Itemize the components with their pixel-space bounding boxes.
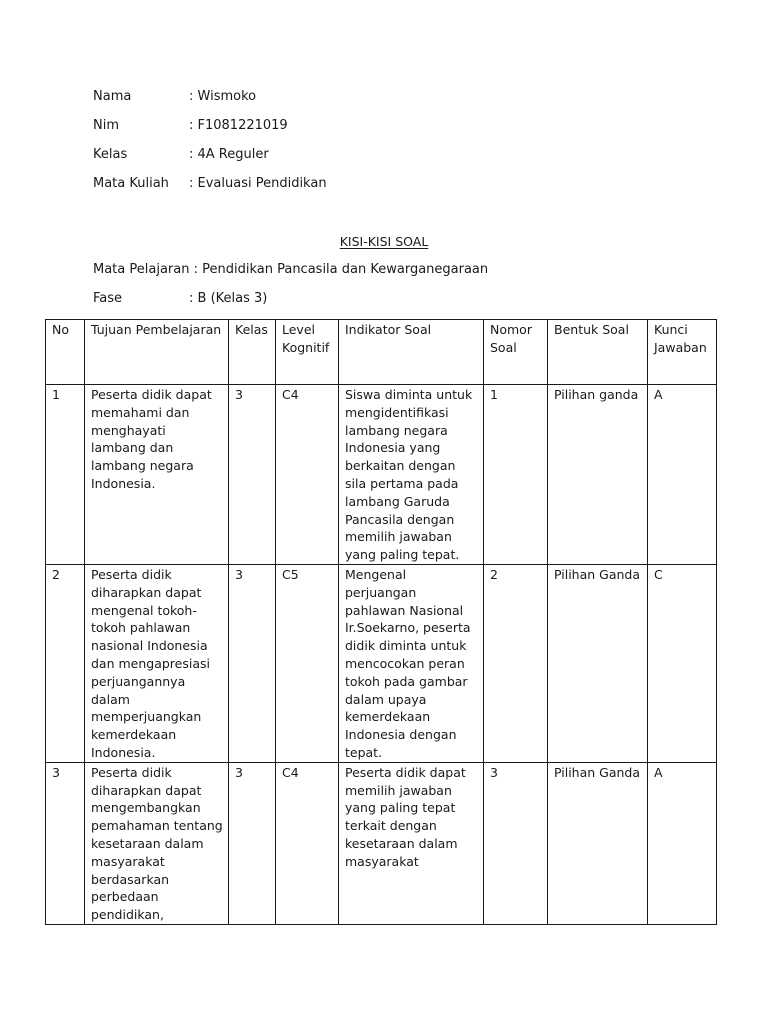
cell-no: 1 (46, 385, 85, 565)
cell-learning-objective: Peserta didik diharapkan dapat mengenal tokoh-tokoh pahlawan nasional Indonesia dan mengapresiasi perjuangannya dalam memperjuangkan kemerdekaan Indonesia. (85, 564, 229, 762)
student-nim-label: Nim (93, 118, 119, 133)
student-nim-row (93, 118, 288, 134)
question-grid-table (45, 319, 717, 925)
phase-row (93, 291, 267, 307)
cell-learning-objective: Peserta didik dapat memahami dan menghayati lambang dan lambang negara Indonesia. (85, 385, 229, 565)
table-row (46, 564, 717, 762)
subject-label: Mata Pelajaran (93, 262, 190, 277)
cell-learning-objective: Peserta didik diharapkan dapat mengembangkan pemahaman tentang kesetaraan dalam masyarakat berdasarkan perbedaan pendidikan, (85, 762, 229, 924)
cell-question-number: 3 (484, 762, 548, 924)
course-value: : Evaluasi Pendidikan (189, 176, 327, 191)
cell-question-indicator: Siswa diminta untuk mengidentifikasi lambang negara Indonesia yang berkaitan dengan sila pertama pada lambang Garuda Pancasila dengan memilih jawaban yang paling tepat. (339, 385, 484, 565)
header-cognitive-level: Level Kognitif (276, 320, 339, 385)
cell-class: 3 (229, 564, 276, 762)
header-question-indicator: Indikator Soal (339, 320, 484, 385)
cell-question-number: 2 (484, 564, 548, 762)
course-label: Mata Kuliah (93, 176, 169, 191)
header-question-form: Bentuk Soal (548, 320, 648, 385)
cell-question-form: Pilihan Ganda (548, 762, 648, 924)
header-class: Kelas (229, 320, 276, 385)
table-header-row (46, 320, 717, 385)
student-name-row (93, 89, 256, 105)
cell-no: 3 (46, 762, 85, 924)
cell-answer-key: A (648, 762, 717, 924)
cell-question-indicator: Peserta didik dapat memilih jawaban yang paling tepat terkait dengan kesetaraan dalam masyarakat (339, 762, 484, 924)
table-row (46, 385, 717, 565)
header-no: No (46, 320, 85, 385)
cell-question-form: Pilihan Ganda (548, 564, 648, 762)
subject-row (93, 262, 488, 278)
header-learning-objective: Tujuan Pembelajaran (85, 320, 229, 385)
table-row (46, 762, 717, 924)
cell-question-form: Pilihan ganda (548, 385, 648, 565)
student-nim-value: : F1081221019 (189, 118, 288, 133)
cell-no: 2 (46, 564, 85, 762)
header-answer-key: Kunci Jawaban (648, 320, 717, 385)
student-name-value: : Wismoko (189, 89, 257, 104)
course-row (93, 176, 327, 192)
cell-cognitive-level: C4 (276, 385, 339, 565)
cell-answer-key: C (648, 564, 717, 762)
phase-label: Fase (93, 291, 123, 306)
student-class-label: Kelas (93, 147, 128, 162)
student-class-row (93, 147, 269, 163)
cell-question-number: 1 (484, 385, 548, 565)
cell-class: 3 (229, 385, 276, 565)
phase-value: : B (Kelas 3) (189, 291, 268, 306)
subject-value: : Pendidikan Pancasila dan Kewarganegaraan (193, 262, 489, 277)
cell-cognitive-level: C5 (276, 564, 339, 762)
student-name-label: Nama (93, 89, 132, 104)
header-question-number: Nomor Soal (484, 320, 548, 385)
cell-class: 3 (229, 762, 276, 924)
document-title: KISI-KISI SOAL (339, 234, 429, 249)
student-class-value: : 4A Reguler (189, 147, 269, 162)
cell-cognitive-level: C4 (276, 762, 339, 924)
cell-question-indicator: Mengenal perjuangan pahlawan Nasional Ir.Soekarno, peserta didik diminta untuk mencocokan peran tokoh pada gambar dalam upaya kemerdekaan Indonesia dengan tepat. (339, 564, 484, 762)
cell-answer-key: A (648, 385, 717, 565)
